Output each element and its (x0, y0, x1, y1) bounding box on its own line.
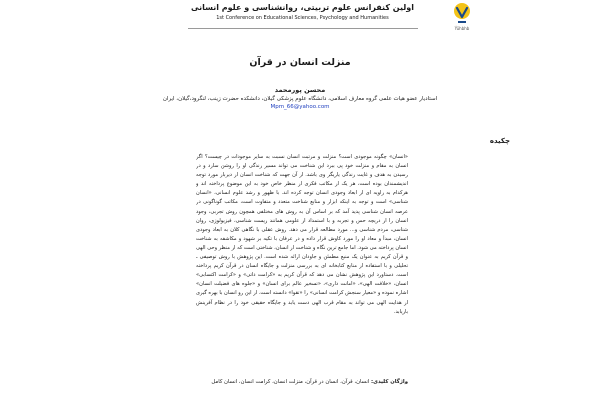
keywords (196, 379, 408, 385)
abstract-heading: چکیده (489, 137, 510, 145)
conference-logo (447, 2, 477, 36)
abstract-body: «انسان» چگونه موجودی است؟ منزلت و مرتبت انسان نسبت به سایر موجودات در چیست؟ اگر انسان به مقام و منزلت خود پی ببرد این شناخت می تواند مسیر زندگی او را روشن سازد و در رسیدن به هدف و غایت زندگی یاریگر وی باشد. از آن جهت که شناخت انسان از دیرباز مورد توجه اندیشمندان بوده است، هر یک از مکاتب فکری از منظر خاص خود به این موضوع پرداخته اند و هرکدام به زاویه ای از ابعاد وجودی انسان توجه کرده اند. با ظهور و رشد علوم انسانی، «انسان شناسی» است و توجه به اینکه ابزار و منابع شناخت متعدد و متفاوت است، مکاتب گوناگونی در عرصه انسان شناسی پدید آمد که بر اساس آن به روش های مختلفی همچون روش تجربی، وجود انسان را از دریچه حس و تجربه و با استمداد از علومی همانند زیست شناسی، فیزیولوژی، روان شناسی، مردم شناسی و... مورد مطالعه قرار می دهد. روش عقلی با نگاهی کلان به ابعاد وجودی انسان، مبدأ و معاد او را مورد کاوش قرار داده و در عرفان با تکیه بر شهود و مکاشفه به شناخت انسان پرداخته می شود. اما جامع ترین نگاه و شناخت از انسان، شناختی است که از منظر وحی الهی و قرآن کریم به عنوان یک منبع مطمئن و جاودان ارائه شده است. این پژوهش با روش توصیفی ـ تحلیلی و با استفاده از منابع کتابخانه ای به بررسی منزلت و جایگاه انسان در قرآن کریم پرداخته است. دستاورد این پژوهش نشان می دهد که قرآن کریم به «کرامت ذاتی» و «کرامت اکتسابی» انسان، «خلافت الهی»، «امانت داری»، «تسخیر عالم برای انسان» و «جلوه های فضیلت انسان» اشاره نموده و «معیار سنجش کرامت انسانی» را «تقوا» دانسته است. از این رو انسان با بهره گیری از هدایت الهی می تواند به مقام قرب الهی دست یابد و جایگاه حقیقی خود را در نظام آفرینش بازیابد. (196, 154, 408, 315)
conference-title-en: 1st Conference on Educational Sciences, Psychology and Humanities (216, 15, 389, 21)
keywords-list: انسان، قرآن، انسان در قرآن، منزلت انسان، کرامت انسان، انسان کامل (211, 379, 371, 385)
author-name: محسن پورمحمد (274, 86, 326, 94)
header-divider (188, 28, 418, 29)
author-email[interactable]: Mpm_66@yahoo.com (270, 104, 330, 110)
paper-title: منزلت انسان در قرآن (249, 57, 351, 68)
author-affiliation: استادیار عضو هیات علمی گروه معارف اسلامی، دانشگاه علوم پزشکی گیلان، دانشکده حضرت زینب، لنگرود،گیلان، ایران (162, 96, 438, 102)
logo-caption: Ýühbhb (454, 26, 470, 31)
conference-title-fa: اولین کنفرانس علوم تربیتی، روانشناسی و علوم انسانی (191, 3, 414, 12)
keywords-label: واژگان کلیدی: (370, 379, 408, 385)
conference-logo-icon (453, 2, 471, 26)
